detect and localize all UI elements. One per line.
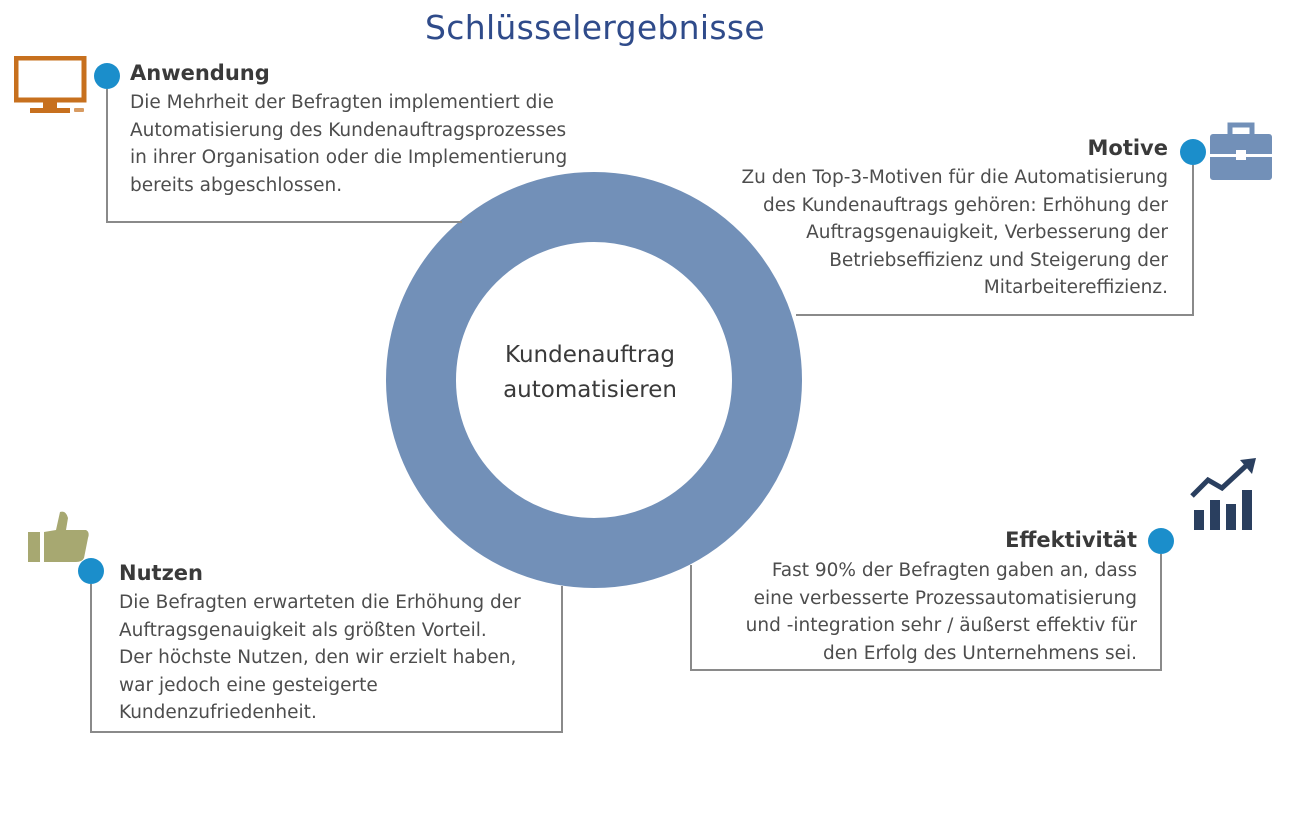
effektivitaet-text-line: den Erfolg des Unternehmens sei. [823, 642, 1137, 664]
anwendung-text-line: Die Mehrheit der Befragten implementiert die [130, 92, 554, 113]
motive-connector-horizontal [796, 314, 1194, 316]
effektivitaet-connector-vertical [1160, 554, 1162, 670]
nutzen-dot [78, 558, 104, 584]
nutzen-text-line: Der höchste Nutzen, den wir erzielt haben, [119, 647, 517, 668]
nutzen-text-line: war jedoch eine gesteigerte [119, 674, 378, 696]
motive-text-line: Mitarbeitereffizienz. [983, 277, 1168, 298]
motive-text-line: des Kundenauftrags gehören: Erhöhung der [763, 194, 1168, 216]
anwendung-connector-vertical [106, 89, 108, 222]
center-label [456, 338, 724, 408]
anwendung-connector-horizontal [106, 221, 462, 223]
nutzen-text [119, 589, 559, 727]
effektivitaet-text [700, 557, 1137, 667]
motive-connector-vertical [1192, 165, 1194, 315]
thumbs-up-icon [26, 508, 92, 564]
nutzen-text-line: Die Befragten erwarteten die Erhöhung der [119, 592, 521, 613]
nutzen-text-line: Auftragsgenauigkeit als größten Vorteil. [119, 619, 487, 641]
motive-heading: Motive [1087, 136, 1168, 160]
effektivitaet-connector-left [690, 565, 692, 671]
nutzen-connector-right [561, 586, 563, 733]
center-label-line-1: Kundenauftrag [505, 342, 675, 368]
center-label-line-2: automatisieren [503, 377, 677, 403]
monitor-icon [14, 56, 88, 118]
anwendung-text [130, 89, 600, 199]
anwendung-text-line: bereits abgeschlossen. [130, 174, 343, 196]
nutzen-heading: Nutzen [119, 561, 203, 585]
effektivitaet-text-line: Fast 90% der Befragten gaben an, dass [771, 560, 1137, 581]
anwendung-dot [94, 63, 120, 89]
nutzen-connector-vertical [90, 584, 92, 732]
motive-dot [1180, 139, 1206, 165]
page-title: Schlüsselergebnisse [425, 8, 765, 47]
anwendung-heading: Anwendung [130, 61, 270, 85]
growth-chart-icon [1190, 456, 1260, 532]
briefcase-icon [1208, 120, 1274, 182]
effektivitaet-text-line: und -integration sehr / äußerst effektiv für [745, 615, 1137, 636]
anwendung-text-line: in ihrer Organisation oder die Implementierung [130, 147, 568, 168]
effektivitaet-text-line: eine verbesserte Prozessautomatisierung [753, 587, 1137, 609]
motive-text-line: Auftragsgenauigkeit, Verbesserung der [806, 222, 1168, 243]
nutzen-connector-horizontal [90, 731, 563, 733]
motive-text-line: Betriebseffizienz und Steigerung der [829, 249, 1168, 271]
effektivitaet-heading: Effektivität [1005, 528, 1137, 552]
effektivitaet-connector-horizontal [690, 669, 1162, 671]
motive-text-line: Zu den Top-3-Motiven für die Automatisierung [741, 167, 1168, 188]
anwendung-text-line: Automatisierung des Kundenauftragsprozesses [130, 119, 567, 141]
motive-text [680, 164, 1168, 302]
effektivitaet-dot [1148, 528, 1174, 554]
nutzen-text-line: Kundenzufriedenheit. [119, 702, 317, 723]
